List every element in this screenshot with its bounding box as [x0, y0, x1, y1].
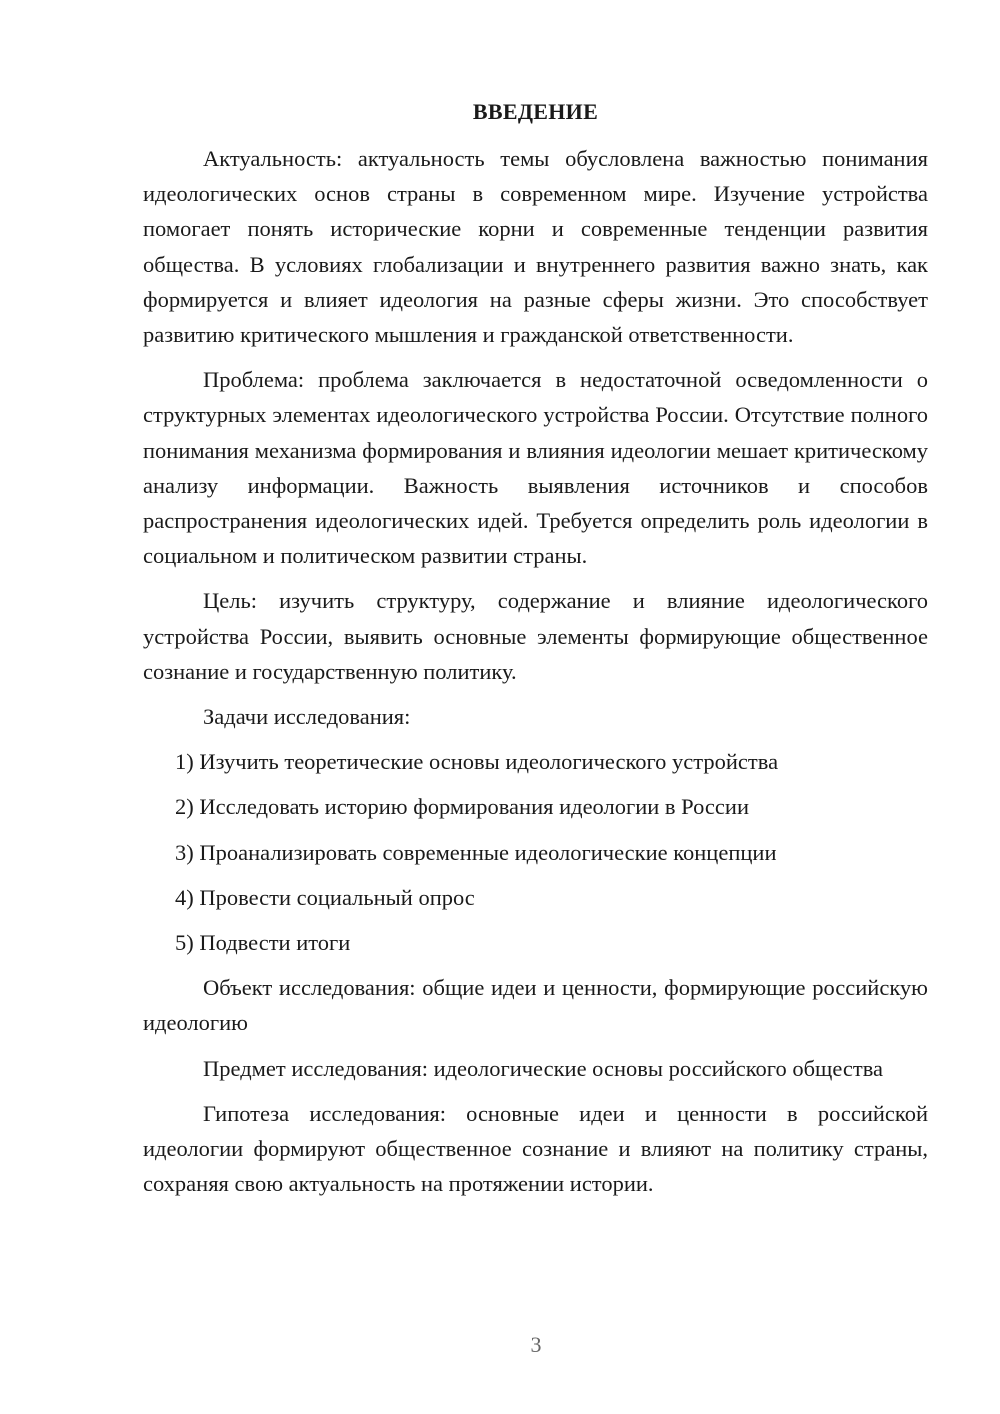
paragraph-object: Объект исследования: общие идеи и ценности, формирующие российскую идеологию — [143, 975, 928, 1036]
document-page — [143, 94, 928, 1211]
paragraph-subject: Предмет исследования: идеологические основы российского общества — [203, 1055, 884, 1081]
page-number: 3 — [530, 1332, 542, 1357]
tasks-list — [143, 744, 928, 960]
list-item: 5) Подвести итоги — [175, 930, 351, 956]
page-heading: ВВЕДЕНИЕ — [472, 99, 599, 124]
list-item: 4) Провести социальный опрос — [175, 884, 475, 910]
list-item: 1) Изучить теоретические основы идеологического устройства — [175, 749, 779, 775]
list-item: 3) Проанализировать современные идеологические концепции — [175, 839, 777, 865]
list-item: 2) Исследовать историю формирования идеологии в России — [175, 794, 749, 820]
paragraph-relevance: Актуальность: актуальность темы обусловлена важностью понимания идеологических основ страны в современном мире. Изучение устройства помогает понять исторические корни и современные тенденции развития общества. В условиях глобализации и внутреннего развития важно знать, как формируется и влияет идеология на разные сферы жизни. Это способствует развитию критического мышления и гражданской ответственности. — [143, 146, 928, 348]
paragraph-goal: Цель: изучить структуру, содержание и влияние идеологического устройства России, выявить основные элементы формирующие общественное сознание и государственную политику. — [143, 588, 928, 684]
tasks-title: Задачи исследования: — [203, 704, 411, 730]
paragraph-problem: Проблема: проблема заключается в недостаточной осведомленности о структурных элементах идеологического устройства России. Отсутствие полного понимания механизма формирования и влияния идеологии мешает критическому анализу информации. Важность выявления источников и способов распространения идеологических идей. Требуется определить роль идеологии в социальном и политическом развитии страны. — [143, 367, 928, 569]
paragraph-hypothesis: Гипотеза исследования: основные идеи и ценности в российской идеологии формируют общественное сознание и влияют на политику страны, сохраняя свою актуальность на протяжении истории. — [143, 1100, 928, 1197]
